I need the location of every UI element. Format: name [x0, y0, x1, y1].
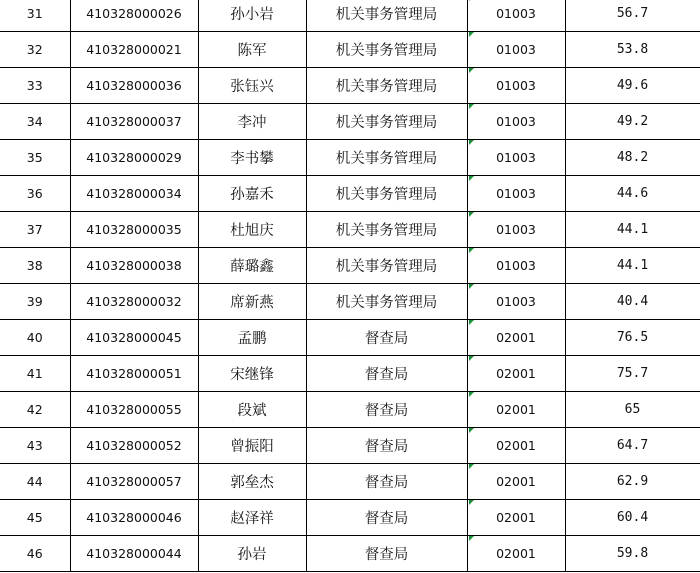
exam-id-cell[interactable]: 410328000055 — [70, 392, 198, 428]
seq-cell[interactable]: 38 — [0, 248, 70, 284]
score-cell[interactable]: 53.8 — [565, 32, 700, 68]
exam-id-cell[interactable]: 410328000038 — [70, 248, 198, 284]
exam-id-cell[interactable]: 410328000037 — [70, 104, 198, 140]
table-row[interactable] — [0, 32, 700, 68]
name-cell[interactable]: 杜旭庆 — [198, 212, 306, 248]
seq-cell[interactable]: 40 — [0, 320, 70, 356]
name-cell[interactable]: 陈军 — [198, 32, 306, 68]
score-cell[interactable]: 65 — [565, 392, 700, 428]
seq-cell[interactable]: 31 — [0, 0, 70, 32]
unit-cell[interactable]: 机关事务管理局 — [306, 176, 467, 212]
name-cell[interactable]: 李书攀 — [198, 140, 306, 176]
seq-cell[interactable]: 34 — [0, 104, 70, 140]
position-code-cell[interactable]: 01003 — [467, 140, 565, 176]
seq-cell[interactable]: 43 — [0, 428, 70, 464]
name-cell[interactable]: 薛璐鑫 — [198, 248, 306, 284]
score-cell[interactable]: 44.1 — [565, 212, 700, 248]
exam-id-cell[interactable]: 410328000052 — [70, 428, 198, 464]
table-row[interactable] — [0, 104, 700, 140]
position-code-cell[interactable]: 02001 — [467, 356, 565, 392]
name-cell[interactable]: 宋继锋 — [198, 356, 306, 392]
score-cell[interactable]: 59.8 — [565, 536, 700, 572]
seq-cell[interactable]: 44 — [0, 464, 70, 500]
unit-cell[interactable]: 机关事务管理局 — [306, 0, 467, 32]
exam-id-cell[interactable]: 410328000044 — [70, 536, 198, 572]
table-row[interactable] — [0, 140, 700, 176]
score-cell[interactable]: 49.2 — [565, 104, 700, 140]
position-code-cell[interactable]: 01003 — [467, 212, 565, 248]
exam-id-cell[interactable]: 410328000057 — [70, 464, 198, 500]
seq-cell[interactable]: 35 — [0, 140, 70, 176]
position-code-cell[interactable]: 02001 — [467, 464, 565, 500]
table-row[interactable] — [0, 464, 700, 500]
score-cell[interactable]: 40.4 — [565, 284, 700, 320]
exam-id-cell[interactable]: 410328000051 — [70, 356, 198, 392]
unit-cell[interactable]: 督查局 — [306, 356, 467, 392]
seq-cell[interactable]: 32 — [0, 32, 70, 68]
position-code-cell[interactable]: 02001 — [467, 320, 565, 356]
unit-cell[interactable]: 机关事务管理局 — [306, 32, 467, 68]
exam-id-cell[interactable]: 410328000045 — [70, 320, 198, 356]
table-row[interactable] — [0, 392, 700, 428]
score-cell[interactable]: 56.7 — [565, 0, 700, 32]
position-code-cell[interactable]: 02001 — [467, 428, 565, 464]
score-cell[interactable]: 44.1 — [565, 248, 700, 284]
seq-cell[interactable]: 45 — [0, 500, 70, 536]
unit-cell[interactable]: 机关事务管理局 — [306, 248, 467, 284]
score-cell[interactable]: 48.2 — [565, 140, 700, 176]
position-code-cell[interactable]: 01003 — [467, 0, 565, 32]
score-cell[interactable]: 64.7 — [565, 428, 700, 464]
unit-cell[interactable]: 督查局 — [306, 428, 467, 464]
position-code-cell[interactable]: 01003 — [467, 68, 565, 104]
score-cell[interactable]: 44.6 — [565, 176, 700, 212]
unit-cell[interactable]: 督查局 — [306, 392, 467, 428]
name-cell[interactable]: 孟鹏 — [198, 320, 306, 356]
name-cell[interactable]: 曾振阳 — [198, 428, 306, 464]
seq-cell[interactable]: 41 — [0, 356, 70, 392]
unit-cell[interactable]: 督查局 — [306, 500, 467, 536]
name-cell[interactable]: 孙嘉禾 — [198, 176, 306, 212]
table-row[interactable] — [0, 176, 700, 212]
table-row[interactable] — [0, 356, 700, 392]
position-code-cell[interactable]: 02001 — [467, 500, 565, 536]
score-cell[interactable]: 62.9 — [565, 464, 700, 500]
exam-id-cell[interactable]: 410328000032 — [70, 284, 198, 320]
seq-cell[interactable]: 46 — [0, 536, 70, 572]
score-cell[interactable]: 75.7 — [565, 356, 700, 392]
seq-cell[interactable]: 33 — [0, 68, 70, 104]
table-row[interactable] — [0, 428, 700, 464]
unit-cell[interactable]: 督查局 — [306, 320, 467, 356]
name-cell[interactable]: 赵泽祥 — [198, 500, 306, 536]
position-code-cell[interactable]: 01003 — [467, 32, 565, 68]
unit-cell[interactable]: 机关事务管理局 — [306, 212, 467, 248]
table-row[interactable] — [0, 68, 700, 104]
exam-id-cell[interactable]: 410328000036 — [70, 68, 198, 104]
name-cell[interactable]: 张钰兴 — [198, 68, 306, 104]
exam-id-cell[interactable]: 410328000021 — [70, 32, 198, 68]
unit-cell[interactable]: 机关事务管理局 — [306, 104, 467, 140]
position-code-cell[interactable]: 01003 — [467, 248, 565, 284]
position-code-cell[interactable]: 02001 — [467, 536, 565, 572]
table-row[interactable] — [0, 320, 700, 356]
exam-id-cell[interactable]: 410328000029 — [70, 140, 198, 176]
table-row[interactable] — [0, 500, 700, 536]
seq-cell[interactable]: 39 — [0, 284, 70, 320]
seq-cell[interactable]: 36 — [0, 176, 70, 212]
seq-cell[interactable]: 37 — [0, 212, 70, 248]
table-row[interactable] — [0, 536, 700, 572]
table-row[interactable] — [0, 284, 700, 320]
name-cell[interactable]: 孙小岩 — [198, 0, 306, 32]
exam-id-cell[interactable]: 410328000034 — [70, 176, 198, 212]
unit-cell[interactable]: 机关事务管理局 — [306, 68, 467, 104]
exam-id-cell[interactable]: 410328000026 — [70, 0, 198, 32]
score-cell[interactable]: 49.6 — [565, 68, 700, 104]
name-cell[interactable]: 李冲 — [198, 104, 306, 140]
name-cell[interactable]: 郭垒杰 — [198, 464, 306, 500]
exam-id-cell[interactable]: 410328000046 — [70, 500, 198, 536]
position-code-cell[interactable]: 01003 — [467, 284, 565, 320]
name-cell[interactable]: 段斌 — [198, 392, 306, 428]
name-cell[interactable]: 孙岩 — [198, 536, 306, 572]
unit-cell[interactable]: 机关事务管理局 — [306, 140, 467, 176]
seq-cell[interactable]: 42 — [0, 392, 70, 428]
name-cell[interactable]: 席新燕 — [198, 284, 306, 320]
table-row[interactable] — [0, 248, 700, 284]
unit-cell[interactable]: 督查局 — [306, 536, 467, 572]
unit-cell[interactable]: 督查局 — [306, 464, 467, 500]
position-code-cell[interactable]: 02001 — [467, 392, 565, 428]
position-code-cell[interactable]: 01003 — [467, 176, 565, 212]
score-cell[interactable]: 60.4 — [565, 500, 700, 536]
table-row[interactable] — [0, 212, 700, 248]
unit-cell[interactable]: 机关事务管理局 — [306, 284, 467, 320]
table-row[interactable] — [0, 0, 700, 32]
position-code-cell[interactable]: 01003 — [467, 104, 565, 140]
exam-id-cell[interactable]: 410328000035 — [70, 212, 198, 248]
score-cell[interactable]: 76.5 — [565, 320, 700, 356]
